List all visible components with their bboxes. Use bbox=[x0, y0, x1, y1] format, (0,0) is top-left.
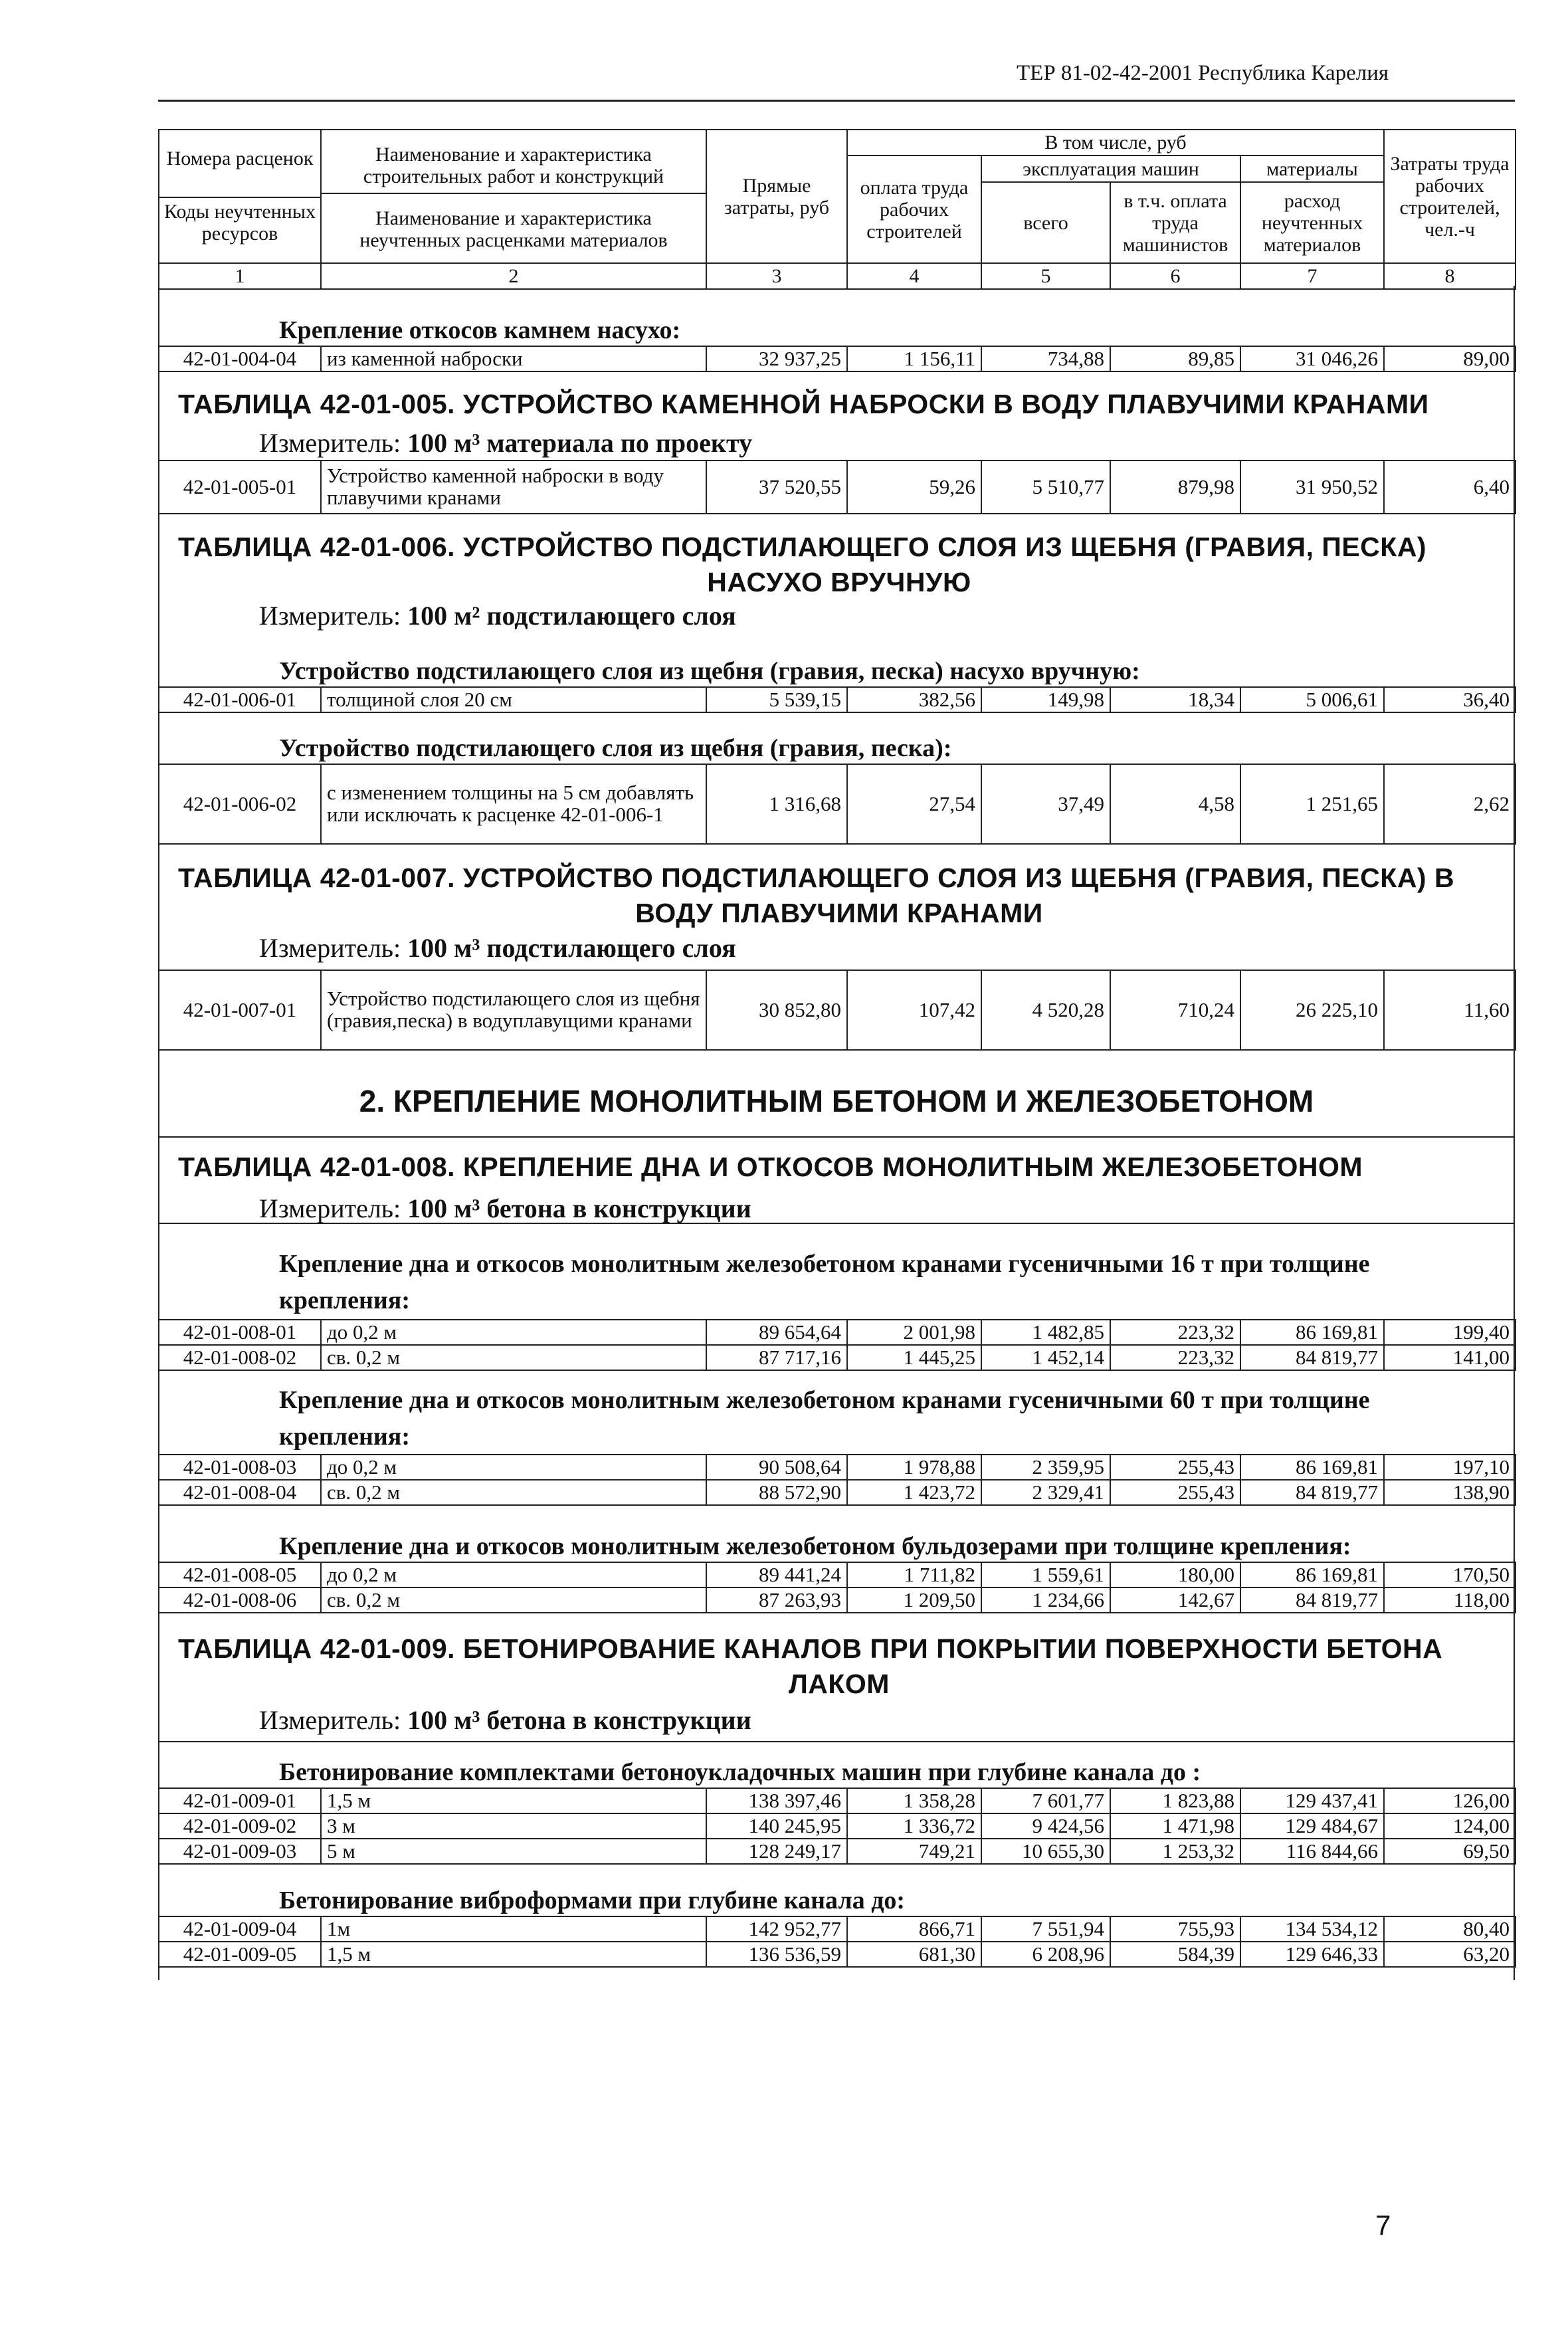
labor-hours: 126,00 bbox=[1384, 1788, 1516, 1813]
table-title bbox=[178, 861, 1500, 932]
rate-code: 42-01-008-02 bbox=[159, 1345, 321, 1370]
rate-table bbox=[158, 764, 1516, 845]
material-cost: 1 251,65 bbox=[1240, 764, 1384, 844]
machine-cost: 734,88 bbox=[981, 346, 1110, 371]
table-rule bbox=[158, 1741, 1515, 1742]
table-title-line2: ЛАКОМ bbox=[789, 1669, 890, 1700]
frame-left bbox=[158, 286, 159, 1980]
direct-cost: 136 536,59 bbox=[706, 1942, 847, 1967]
machine-cost: 1 559,61 bbox=[981, 1562, 1110, 1587]
header-rule bbox=[158, 100, 1515, 102]
machine-cost: 7 551,94 bbox=[981, 1916, 1110, 1942]
rate-code: 42-01-005-01 bbox=[159, 460, 321, 514]
labor-hours: 69,50 bbox=[1384, 1839, 1516, 1864]
table-title-line2: НАСУХО ВРУЧНУЮ bbox=[707, 567, 971, 598]
labor-hours: 141,00 bbox=[1384, 1345, 1516, 1370]
col-number: 6 bbox=[1110, 263, 1240, 289]
labor-cost: 27,54 bbox=[847, 764, 981, 844]
table-title bbox=[178, 530, 1500, 601]
material-cost: 84 819,77 bbox=[1240, 1587, 1384, 1613]
machinist-labor-cost: 223,32 bbox=[1110, 1345, 1240, 1370]
measure-unit bbox=[259, 427, 752, 459]
col-code-header bbox=[159, 130, 321, 263]
material-cost: 129 646,33 bbox=[1240, 1942, 1384, 1967]
labor-hours: 118,00 bbox=[1384, 1587, 1516, 1613]
labor-hours: 197,10 bbox=[1384, 1455, 1516, 1480]
table-row bbox=[159, 460, 1516, 514]
direct-cost: 90 508,64 bbox=[706, 1455, 847, 1480]
table-row bbox=[159, 1788, 1516, 1813]
col-incl-header: В том числе, руб bbox=[847, 130, 1384, 155]
measure-unit-value: 100 м³ материала по проекту bbox=[407, 428, 753, 458]
frame-right bbox=[1514, 286, 1515, 1980]
machine-cost: 9 424,56 bbox=[981, 1813, 1110, 1839]
rate-code: 42-01-008-03 bbox=[159, 1455, 321, 1480]
table-row bbox=[159, 970, 1516, 1050]
material-cost: 129 437,41 bbox=[1240, 1788, 1384, 1813]
rate-name: 1м bbox=[321, 1916, 706, 1942]
rate-code: 42-01-008-01 bbox=[159, 1320, 321, 1345]
measure-unit-prefix: Измеритель: bbox=[259, 933, 408, 963]
material-cost: 84 819,77 bbox=[1240, 1480, 1384, 1505]
rate-name: до 0,2 м bbox=[321, 1320, 706, 1345]
group-title: Крепление откосов камнем насухо: bbox=[279, 316, 681, 344]
labor-cost: 1 209,50 bbox=[847, 1587, 981, 1613]
machinist-labor-cost: 4,58 bbox=[1110, 764, 1240, 844]
table-row bbox=[159, 1455, 1516, 1480]
machinist-labor-cost: 223,32 bbox=[1110, 1320, 1240, 1345]
rate-code: 42-01-007-01 bbox=[159, 970, 321, 1050]
direct-cost: 5 539,15 bbox=[706, 687, 847, 712]
rate-code: 42-01-006-02 bbox=[159, 764, 321, 844]
labor-cost: 1 423,72 bbox=[847, 1480, 981, 1505]
rate-name: св. 0,2 м bbox=[321, 1480, 706, 1505]
col-number: 1 bbox=[159, 263, 321, 289]
document-code: ТЕР 81-02-42-2001 Республика Карелия bbox=[1017, 61, 1389, 85]
table-title: ТАБЛИЦА 42-01-008. КРЕПЛЕНИЕ ДНА И ОТКОСОВ МОНОЛИТНЫМ ЖЕЛЕЗОБЕТОНОМ bbox=[178, 1152, 1363, 1182]
labor-hours: 2,62 bbox=[1384, 764, 1516, 844]
rate-code: 42-01-009-01 bbox=[159, 1788, 321, 1813]
labor-hours: 36,40 bbox=[1384, 687, 1516, 712]
rate-table bbox=[158, 686, 1516, 713]
rate-name: толщиной слоя 20 см bbox=[321, 687, 706, 712]
machine-cost: 7 601,77 bbox=[981, 1788, 1110, 1813]
table-row bbox=[159, 687, 1516, 712]
rate-table bbox=[158, 1787, 1516, 1865]
measure-unit bbox=[259, 600, 736, 631]
rate-code: 42-01-009-02 bbox=[159, 1813, 321, 1839]
table-row bbox=[159, 1839, 1516, 1864]
table-rule bbox=[158, 1223, 1515, 1224]
table-row bbox=[159, 1942, 1516, 1967]
col-name-bottom: Наименование и характеристика неучтенных расценками материалов bbox=[359, 207, 668, 251]
col-machines-total-header: всего bbox=[981, 182, 1110, 263]
machinist-labor-cost: 879,98 bbox=[1110, 460, 1240, 514]
measure-unit-value: 100 м² подстилающего слоя bbox=[407, 601, 736, 631]
col-name-top: Наименование и характеристика строительных работ и конструкций bbox=[322, 142, 706, 194]
group-title: Бетонирование комплектами бетоноукладочных машин при глубине канала до : bbox=[279, 1758, 1201, 1786]
table-title-line2: ВОДУ ПЛАВУЧИМИ КРАНАМИ bbox=[635, 898, 1043, 929]
machine-cost: 2 329,41 bbox=[981, 1480, 1110, 1505]
direct-cost: 37 520,55 bbox=[706, 460, 847, 514]
labor-cost: 107,42 bbox=[847, 970, 981, 1050]
table-row bbox=[159, 1320, 1516, 1345]
rate-table bbox=[158, 1319, 1516, 1371]
machine-cost: 6 208,96 bbox=[981, 1942, 1110, 1967]
machinist-labor-cost: 1 253,32 bbox=[1110, 1839, 1240, 1864]
rate-code: 42-01-009-04 bbox=[159, 1916, 321, 1942]
rate-table bbox=[158, 346, 1516, 372]
section-divider bbox=[158, 1136, 1515, 1138]
table-row bbox=[159, 1813, 1516, 1839]
machinist-labor-cost: 710,24 bbox=[1110, 970, 1240, 1050]
rate-code: 42-01-008-06 bbox=[159, 1587, 321, 1613]
labor-hours: 199,40 bbox=[1384, 1320, 1516, 1345]
col-number: 3 bbox=[706, 263, 847, 289]
material-cost: 86 169,81 bbox=[1240, 1455, 1384, 1480]
material-cost: 5 006,61 bbox=[1240, 687, 1384, 712]
measure-unit-value: 100 м³ бетона в конструкции bbox=[407, 1193, 751, 1223]
col-direct-header: Прямые затраты, руб bbox=[706, 130, 847, 263]
col-number: 8 bbox=[1384, 263, 1516, 289]
measure-unit-value: 100 м³ подстилающего слоя bbox=[407, 933, 736, 963]
machine-cost: 1 234,66 bbox=[981, 1587, 1110, 1613]
rate-name: Устройство каменной наброски в воду плавучими кранами bbox=[321, 460, 706, 514]
direct-cost: 87 717,16 bbox=[706, 1345, 847, 1370]
labor-cost: 1 978,88 bbox=[847, 1455, 981, 1480]
labor-cost: 1 156,11 bbox=[847, 346, 981, 371]
measure-unit-prefix: Измеритель: bbox=[259, 1193, 408, 1223]
labor-cost: 1 336,72 bbox=[847, 1813, 981, 1839]
col-code-top: Номера расценок bbox=[159, 146, 320, 198]
machine-cost: 1 482,85 bbox=[981, 1320, 1110, 1345]
page-number: 7 bbox=[1375, 2209, 1391, 2241]
machinist-labor-cost: 142,67 bbox=[1110, 1587, 1240, 1613]
direct-cost: 32 937,25 bbox=[706, 346, 847, 371]
labor-cost: 681,30 bbox=[847, 1942, 981, 1967]
machinist-labor-cost: 584,39 bbox=[1110, 1942, 1240, 1967]
col-machines-header: эксплуатация машин bbox=[981, 155, 1240, 182]
column-header-table bbox=[158, 129, 1516, 290]
labor-cost: 1 711,82 bbox=[847, 1562, 981, 1587]
rate-name: 1,5 м bbox=[321, 1942, 706, 1967]
material-cost: 116 844,66 bbox=[1240, 1839, 1384, 1864]
col-name-header bbox=[321, 130, 706, 263]
rate-name: из каменной наброски bbox=[321, 346, 706, 371]
rate-code: 42-01-008-04 bbox=[159, 1480, 321, 1505]
group-title: Крепление дна и откосов монолитным железобетоном кранами гусеничными 60 т при толщине крепления: bbox=[279, 1386, 1370, 1451]
material-cost: 84 819,77 bbox=[1240, 1345, 1384, 1370]
group-title: Бетонирование виброформами при глубине канала до: bbox=[279, 1887, 906, 1914]
labor-cost: 1 445,25 bbox=[847, 1345, 981, 1370]
labor-hours: 80,40 bbox=[1384, 1916, 1516, 1942]
measure-unit-prefix: Измеритель: bbox=[259, 1705, 408, 1735]
machinist-labor-cost: 1 471,98 bbox=[1110, 1813, 1240, 1839]
section-title: 2. КРЕПЛЕНИЕ МОНОЛИТНЫМ БЕТОНОМ И ЖЕЛЕЗОБЕТОНОМ bbox=[359, 1084, 1314, 1118]
direct-cost: 128 249,17 bbox=[706, 1839, 847, 1864]
rate-code: 42-01-004-04 bbox=[159, 346, 321, 371]
material-cost: 86 169,81 bbox=[1240, 1320, 1384, 1345]
rate-table bbox=[158, 1916, 1516, 1968]
labor-cost: 59,26 bbox=[847, 460, 981, 514]
machine-cost: 10 655,30 bbox=[981, 1839, 1110, 1864]
col-workers-header: Затраты труда рабочих строителей, чел.-ч bbox=[1384, 130, 1516, 263]
measure-unit-prefix: Измеритель: bbox=[259, 428, 408, 458]
rate-code: 42-01-009-05 bbox=[159, 1942, 321, 1967]
machinist-labor-cost: 89,85 bbox=[1110, 346, 1240, 371]
direct-cost: 1 316,68 bbox=[706, 764, 847, 844]
labor-hours: 170,50 bbox=[1384, 1562, 1516, 1587]
machinist-labor-cost: 1 823,88 bbox=[1110, 1788, 1240, 1813]
machinist-labor-cost: 255,43 bbox=[1110, 1455, 1240, 1480]
rate-name: 1,5 м bbox=[321, 1788, 706, 1813]
rate-table bbox=[158, 1454, 1516, 1506]
machinist-labor-cost: 18,34 bbox=[1110, 687, 1240, 712]
machine-cost: 4 520,28 bbox=[981, 970, 1110, 1050]
labor-cost: 866,71 bbox=[847, 1916, 981, 1942]
rate-name: до 0,2 м bbox=[321, 1562, 706, 1587]
rate-name: с изменением толщины на 5 см добавлять или исключать к расценке 42-01-006-1 bbox=[321, 764, 706, 844]
direct-cost: 142 952,77 bbox=[706, 1916, 847, 1942]
material-cost: 31 046,26 bbox=[1240, 346, 1384, 371]
direct-cost: 140 245,95 bbox=[706, 1813, 847, 1839]
measure-unit bbox=[259, 1704, 751, 1736]
rate-name: 3 м bbox=[321, 1813, 706, 1839]
table-row bbox=[159, 1345, 1516, 1370]
machinist-labor-cost: 755,93 bbox=[1110, 1916, 1240, 1942]
labor-cost: 749,21 bbox=[847, 1839, 981, 1864]
table-title-line1: ТАБЛИЦА 42-01-009. БЕТОНИРОВАНИЕ КАНАЛОВ ПРИ ПОКРЫТИИ ПОВЕРХНОСТИ БЕТОНА bbox=[178, 1633, 1443, 1664]
machine-cost: 37,49 bbox=[981, 764, 1110, 844]
col-number: 2 bbox=[321, 263, 706, 289]
col-materials-header: материалы bbox=[1240, 155, 1384, 182]
machinist-labor-cost: 255,43 bbox=[1110, 1480, 1240, 1505]
table-row bbox=[159, 1587, 1516, 1613]
table-title bbox=[178, 1631, 1500, 1702]
labor-cost: 382,56 bbox=[847, 687, 981, 712]
machine-cost: 149,98 bbox=[981, 687, 1110, 712]
measure-unit-value: 100 м³ бетона в конструкции bbox=[407, 1705, 751, 1735]
labor-hours: 124,00 bbox=[1384, 1813, 1516, 1839]
direct-cost: 138 397,46 bbox=[706, 1788, 847, 1813]
rate-code: 42-01-008-05 bbox=[159, 1562, 321, 1587]
col-number: 4 bbox=[847, 263, 981, 289]
rate-name: до 0,2 м bbox=[321, 1455, 706, 1480]
direct-cost: 89 654,64 bbox=[706, 1320, 847, 1345]
labor-hours: 138,90 bbox=[1384, 1480, 1516, 1505]
machinist-labor-cost: 180,00 bbox=[1110, 1562, 1240, 1587]
rate-code: 42-01-009-03 bbox=[159, 1839, 321, 1864]
table-row bbox=[159, 346, 1516, 371]
measure-unit-prefix: Измеритель: bbox=[259, 601, 408, 631]
rate-name: Устройство подстилающего слоя из щебня (гравия,песка) в водуплавущими кранами bbox=[321, 970, 706, 1050]
labor-hours: 6,40 bbox=[1384, 460, 1516, 514]
table-title: ТАБЛИЦА 42-01-005. УСТРОЙСТВО КАМЕННОЙ НАБРОСКИ В ВОДУ ПЛАВУЧИМИ КРАНАМИ bbox=[178, 389, 1429, 419]
table-row bbox=[159, 764, 1516, 844]
material-cost: 86 169,81 bbox=[1240, 1562, 1384, 1587]
machine-cost: 1 452,14 bbox=[981, 1345, 1110, 1370]
machine-cost: 2 359,95 bbox=[981, 1455, 1110, 1480]
material-cost: 134 534,12 bbox=[1240, 1916, 1384, 1942]
measure-unit bbox=[259, 932, 736, 964]
table-row bbox=[159, 1562, 1516, 1587]
rate-code: 42-01-006-01 bbox=[159, 687, 321, 712]
material-cost: 31 950,52 bbox=[1240, 460, 1384, 514]
rate-name: 5 м bbox=[321, 1839, 706, 1864]
rate-table bbox=[158, 970, 1516, 1051]
table-row bbox=[159, 1916, 1516, 1942]
rate-name: св. 0,2 м bbox=[321, 1587, 706, 1613]
col-machines-labor-header: в т.ч. оплата труда машинистов bbox=[1110, 182, 1240, 263]
table-title-line1: ТАБЛИЦА 42-01-006. УСТРОЙСТВО ПОДСТИЛАЮЩЕГО СЛОЯ ИЗ ЩЕБНЯ (ГРАВИЯ, ПЕСКА) bbox=[178, 532, 1427, 562]
rate-table bbox=[158, 460, 1516, 514]
col-labor-header: оплата труда рабочих строителей bbox=[847, 155, 981, 263]
machine-cost: 5 510,77 bbox=[981, 460, 1110, 514]
rate-table bbox=[158, 1562, 1516, 1613]
direct-cost: 88 572,90 bbox=[706, 1480, 847, 1505]
direct-cost: 89 441,24 bbox=[706, 1562, 847, 1587]
labor-hours: 63,20 bbox=[1384, 1942, 1516, 1967]
labor-cost: 1 358,28 bbox=[847, 1788, 981, 1813]
labor-hours: 89,00 bbox=[1384, 346, 1516, 371]
direct-cost: 30 852,80 bbox=[706, 970, 847, 1050]
table-row bbox=[159, 1480, 1516, 1505]
table-title-line1: ТАБЛИЦА 42-01-007. УСТРОЙСТВО ПОДСТИЛАЮЩЕГО СЛОЯ ИЗ ЩЕБНЯ (ГРАВИЯ, ПЕСКА) В bbox=[178, 863, 1455, 893]
labor-cost: 2 001,98 bbox=[847, 1320, 981, 1345]
col-number: 5 bbox=[981, 263, 1110, 289]
group-title: Устройство подстилающего слоя из щебня (гравия, песка) насухо вручную: bbox=[279, 657, 1140, 685]
rate-name: св. 0,2 м bbox=[321, 1345, 706, 1370]
group-title: Устройство подстилающего слоя из щебня (гравия, песка): bbox=[279, 734, 952, 762]
labor-hours: 11,60 bbox=[1384, 970, 1516, 1050]
direct-cost: 87 263,93 bbox=[706, 1587, 847, 1613]
group-title: Крепление дна и откосов монолитным железобетоном бульдозерами при толщине крепления: bbox=[279, 1532, 1351, 1560]
material-cost: 129 484,67 bbox=[1240, 1813, 1384, 1839]
col-code-bottom: Коды неучтенных ресурсов bbox=[164, 200, 316, 245]
measure-unit bbox=[259, 1193, 751, 1224]
col-number: 7 bbox=[1240, 263, 1384, 289]
group-title: Крепление дна и откосов монолитным железобетоном кранами гусеничными 16 т при толщине крепления: bbox=[279, 1250, 1370, 1315]
material-cost: 26 225,10 bbox=[1240, 970, 1384, 1050]
col-materials-unaccounted-header: расход неучтенных материалов bbox=[1240, 182, 1384, 263]
